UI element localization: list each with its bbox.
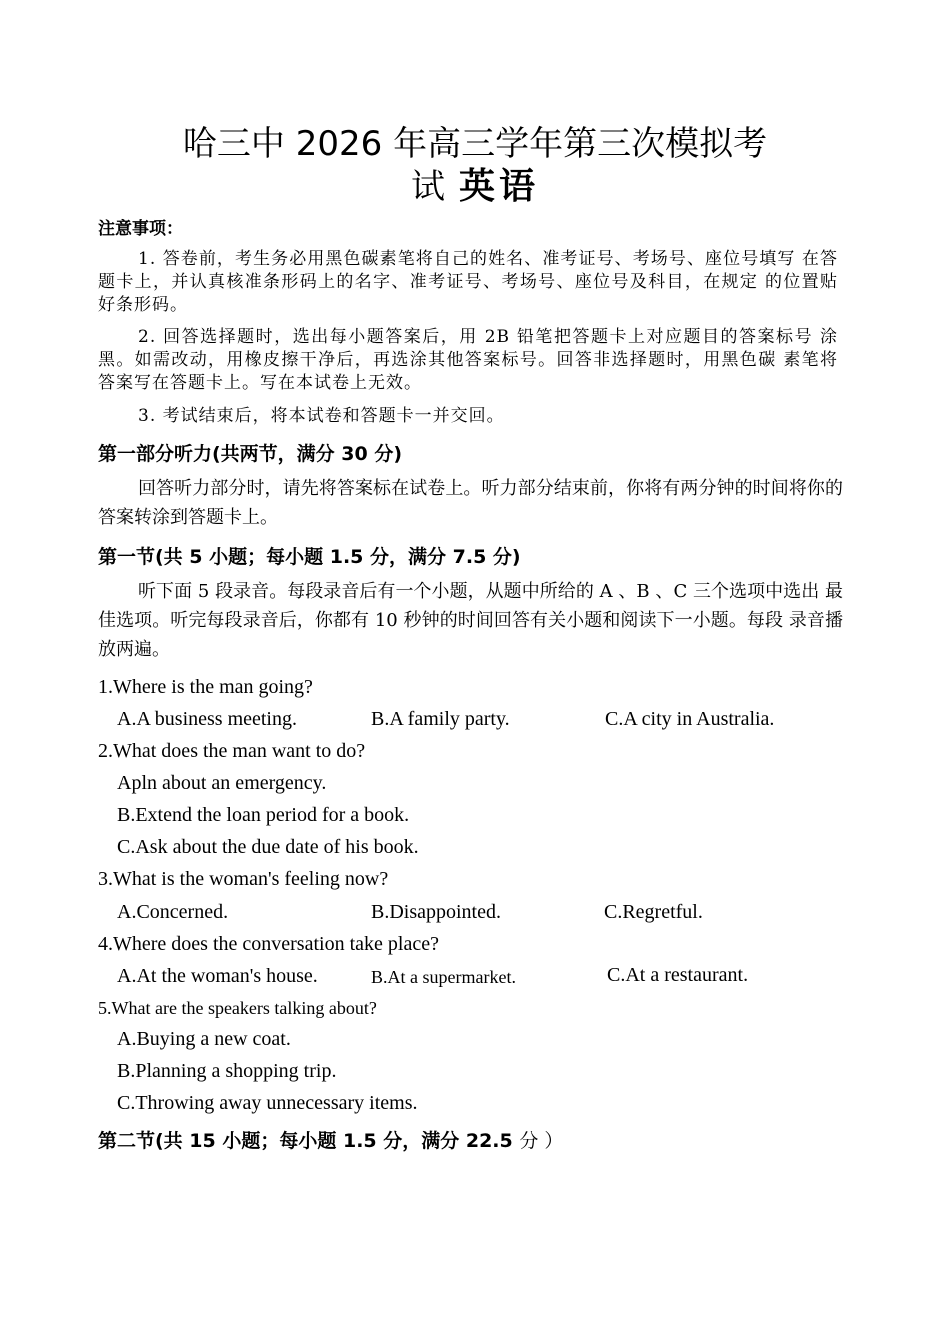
question-3-option-b: B.Disappointed. bbox=[371, 901, 501, 923]
section1-intro: 听下面 5 段录音。每段录音后有一个小题，从题中所给的 A 、B 、C 三个选项中选出 最佳选项。听完每段录音后，你都有 10 秒钟的时间回答有关小题和阅读下一小题。每段 录音播放两遍。 bbox=[98, 581, 843, 660]
question-4-stem: 4.Where does the conversation take place? bbox=[98, 933, 439, 955]
question-1-option-b: B.A family party. bbox=[371, 708, 510, 730]
question-4-option-b: B.At a supermarket. bbox=[371, 967, 516, 987]
exam-title-prefix: 试 bbox=[410, 167, 445, 207]
section2-heading-tail: 分 ） bbox=[519, 1130, 564, 1152]
exam-title-line2 bbox=[0, 158, 950, 209]
question-2-option-b: B.Extend the loan period for a book. bbox=[117, 804, 410, 826]
question-4-option-a: A.At the woman's house. bbox=[117, 965, 318, 987]
exam-title-line1: 哈三中 2026 年高三学年第三次模拟考 bbox=[182, 124, 768, 164]
question-1-stem: 1.Where is the man going? bbox=[98, 676, 313, 698]
section1-heading: 第一节(共 5 小题；每小题 1.5 分，满分 7.5 分) bbox=[98, 546, 521, 568]
question-2-option-a: Apln about an emergency. bbox=[117, 772, 327, 794]
question-4-option-c: C.At a restaurant. bbox=[607, 964, 749, 986]
question-5-stem: 5.What are the speakers talking about? bbox=[98, 998, 377, 1018]
section2-heading bbox=[98, 1126, 563, 1153]
question-2-option-c: C.Ask about the due date of his book. bbox=[117, 836, 419, 858]
part1-intro: 回答听力部分时，请先将答案标在试卷上。听力部分结束前，你将有两分钟的时间将你的答案转涂到答题卡上。 bbox=[98, 478, 843, 528]
notice-item-1: 1. 答卷前，考生务必用黑色碳素笔将自己的姓名、准考证号、考场号、座位号填写 在答题卡上，并认真核准条形码上的名字、准考证号、考场号、座位号及科目，在规定 的位置贴好条形码。 bbox=[98, 249, 838, 315]
question-3-stem: 3.What is the woman's feeling now? bbox=[98, 868, 389, 890]
notice-item-3: 3. 考试结束后，将本试卷和答题卡一并交回。 bbox=[138, 406, 505, 426]
question-2-stem: 2.What does the man want to do? bbox=[98, 740, 366, 762]
part1-heading: 第一部分听力(共两节，满分 30 分) bbox=[98, 443, 403, 465]
question-3-option-a: A.Concerned. bbox=[117, 901, 229, 923]
question-1-option-a: A.A business meeting. bbox=[117, 708, 297, 730]
question-3-option-c: C.Regretful. bbox=[604, 901, 703, 923]
subject-title: 英语 bbox=[458, 165, 539, 207]
question-5-option-b: B.Planning a shopping trip. bbox=[117, 1060, 337, 1082]
question-5-option-c: C.Throwing away unnecessary items. bbox=[117, 1092, 418, 1114]
notice-heading: 注意事项： bbox=[98, 219, 183, 239]
question-1-option-c: C.A city in Australia. bbox=[605, 708, 775, 730]
question-5-option-a: A.Buying a new coat. bbox=[117, 1028, 291, 1050]
section2-heading-main: 第二节(共 15 小题；每小题 1.5 分，满分 22.5 bbox=[98, 1130, 513, 1152]
notice-item-2: 2. 回答选择题时，选出每小题答案后，用 2B 铅笔把答题卡上对应题目的答案标号 涂黑。如需改动，用橡皮擦干净后，再选涂其他答案标号。回答非选择题时，用黑色碳 素笔将答案写在答题卡上。写在本试卷上无效。 bbox=[98, 327, 838, 393]
